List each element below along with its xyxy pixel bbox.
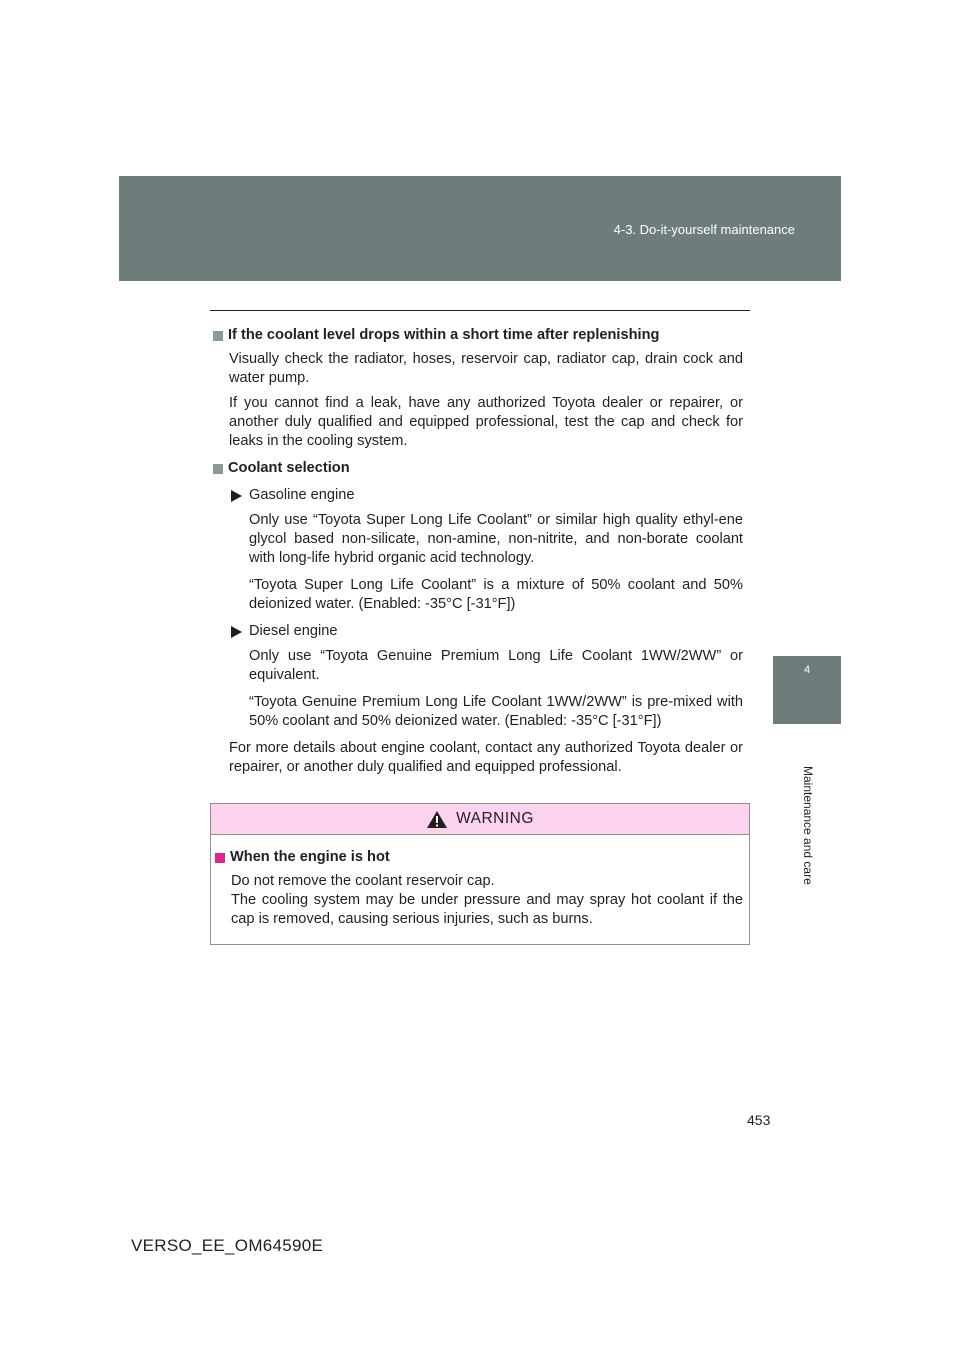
leak-paragraph-2: If you cannot find a leak, have any authorized Toyota dealer or repairer, or another duly qualified and equipped professional, test the cap and check for leaks in the cooling system. <box>229 395 743 449</box>
page-number: 453 <box>747 1112 771 1128</box>
warning-line-2: The cooling system may be under pressure and may spray hot coolant if the cap is removed, causing serious injuries, such as burns. <box>231 892 743 927</box>
warning-box <box>210 803 750 945</box>
warning-line-1: Do not remove the coolant reservoir cap. <box>231 873 495 889</box>
leak-paragraph-1: Visually check the radiator, hoses, reservoir cap, radiator cap, drain cock and water pump. <box>229 351 743 386</box>
gasoline-paragraph-1: Only use “Toyota Super Long Life Coolant” or similar high quality ethyl-ene glycol based non-silicate, non-amine, non-nitrite, and non-borate coolant with long-life hybrid organic acid technology. <box>249 512 743 566</box>
header-band <box>119 176 841 281</box>
chapter-label: Maintenance and care <box>801 766 815 885</box>
warning-triangle-icon <box>426 810 448 829</box>
document-code: VERSO_EE_OM64590E <box>131 1236 324 1255</box>
square-bullet-icon <box>213 331 223 341</box>
square-bullet-icon <box>215 853 225 863</box>
selection-footer: For more details about engine coolant, contact any authorized Toyota dealer or repairer, or another duly qualified and equipped professional. <box>229 740 743 775</box>
triangle-bullet-icon <box>231 490 242 502</box>
main-content <box>213 326 743 783</box>
chapter-tab: 4 <box>773 656 841 724</box>
section-title: 4-3. Do-it-yourself maintenance <box>613 222 795 237</box>
triangle-bullet-icon <box>231 626 242 638</box>
warning-header: WARNING <box>211 804 749 835</box>
warning-title: When the engine is hot <box>215 848 743 867</box>
warning-body <box>211 835 749 929</box>
diesel-paragraph-2: “Toyota Genuine Premium Long Life Coolant 1WW/2WW” is pre-mixed with 50% coolant and 50% deionized water. (Enabled: -35°C [-31°F]) <box>249 694 743 729</box>
top-rule <box>210 310 750 311</box>
leak-heading: If the coolant level drops within a short time after replenishing <box>213 326 743 345</box>
square-bullet-icon <box>213 464 223 474</box>
gasoline-paragraph-2: “Toyota Super Long Life Coolant” is a mixture of 50% coolant and 50% deionized water. (Enabled: -35°C [-31°F]) <box>249 577 743 612</box>
gasoline-subheading: Gasoline engine <box>231 486 743 505</box>
diesel-subheading: Diesel engine <box>231 622 743 641</box>
diesel-paragraph-1: Only use “Toyota Genuine Premium Long Life Coolant 1WW/2WW” or equivalent. <box>249 648 743 683</box>
selection-heading: Coolant selection <box>213 459 743 478</box>
